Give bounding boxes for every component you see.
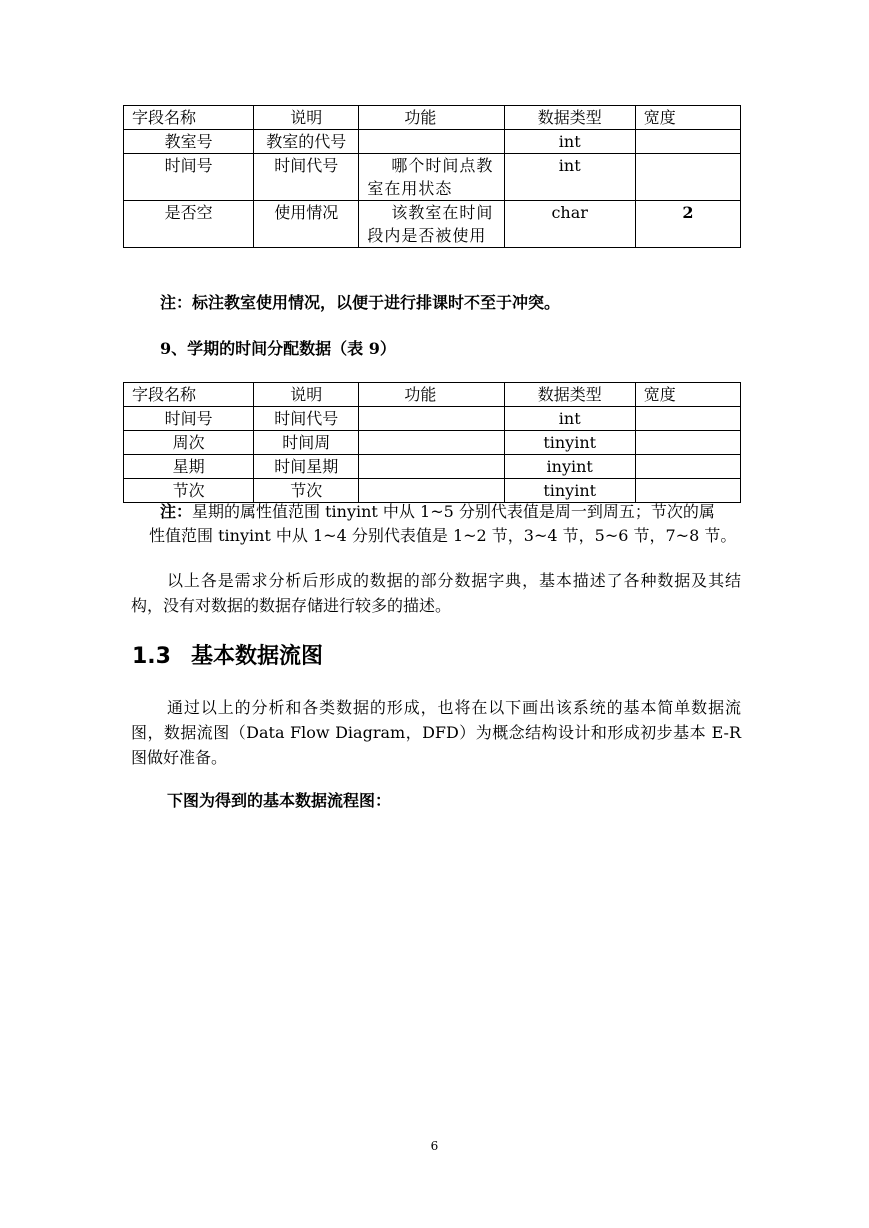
cell-description: 时间星期	[254, 455, 359, 479]
summary-paragraph: 以上各是需求分析后形成的数据的部分数据字典，基本描述了各种数据及其结构，没有对数据的数据存储进行较多的描述。	[131, 571, 741, 615]
table2-note-line1	[160, 499, 715, 524]
cell-width: 2	[635, 201, 740, 248]
header-description: 说明	[254, 106, 359, 130]
header-width: 宽度	[635, 383, 740, 407]
cell-field-name: 周次	[124, 431, 254, 455]
table1-note: 注：标注教室使用情况，以便于进行排课时不至于冲突。	[160, 293, 561, 312]
table-row	[124, 431, 741, 455]
header-field-name: 字段名称	[124, 106, 254, 130]
cell-data-type: int	[504, 407, 635, 431]
table-row	[124, 455, 741, 479]
cell-function: 哪个时间点教室在用状态	[359, 154, 504, 201]
table2-note-line2: 性值范围 tinyint 中从 1~4 分别代表值是 1~2 节，3~4 节，5~6 节，7~8 节。	[149, 526, 737, 545]
cell-function	[359, 455, 504, 479]
cell-description: 时间代号	[254, 407, 359, 431]
cell-field-name: 时间号	[124, 407, 254, 431]
header-data-type: 数据类型	[504, 383, 635, 407]
heading-title: 基本数据流图	[190, 644, 323, 669]
section-heading	[132, 642, 323, 672]
cell-field-name: 是否空	[124, 201, 254, 248]
cell-description: 使用情况	[254, 201, 359, 248]
cell-function: 该教室在时间段内是否被使用	[359, 201, 504, 248]
header-function: 功能	[359, 106, 504, 130]
cell-field-name: 星期	[124, 455, 254, 479]
cell-field-name: 教室号	[124, 130, 254, 154]
cell-field-name: 时间号	[124, 154, 254, 201]
cell-width	[635, 407, 740, 431]
table-row	[124, 130, 741, 154]
cell-width	[635, 431, 740, 455]
dfd-intro-paragraph: 通过以上的分析和各类数据的形成，也将在以下画出该系统的基本简单数据流图，数据流图（Data Flow Diagram，DFD）为概念结构设计和形成初步基本 E-R 图做好准备。	[131, 698, 741, 767]
cell-field-name: 节次	[124, 479, 254, 503]
cell-description: 节次	[254, 479, 359, 503]
cell-width	[635, 154, 740, 201]
note-text: 星期的属性值范围 tinyint 中从 1~5 分别代表值是周一到周五；节次的属	[192, 502, 715, 521]
table-row	[124, 154, 741, 201]
header-data-type: 数据类型	[504, 106, 635, 130]
data-dictionary-table-classroom	[123, 105, 741, 248]
figure-caption: 下图为得到的基本数据流程图：	[167, 791, 392, 810]
table-row	[124, 201, 741, 248]
cell-data-type: int	[504, 130, 635, 154]
cell-data-type: int	[504, 154, 635, 201]
data-dictionary-table-term-time	[123, 382, 741, 503]
cell-description: 时间代号	[254, 154, 359, 201]
cell-function	[359, 130, 504, 154]
header-field-name: 字段名称	[124, 383, 254, 407]
cell-width	[635, 455, 740, 479]
cell-data-type: tinyint	[504, 479, 635, 503]
section-title-table9: 9、学期的时间分配数据（表 9）	[160, 339, 396, 358]
table-header-row	[124, 106, 741, 130]
header-description: 说明	[254, 383, 359, 407]
cell-description: 时间周	[254, 431, 359, 455]
cell-data-type: char	[504, 201, 635, 248]
cell-function	[359, 431, 504, 455]
cell-data-type: tinyint	[504, 431, 635, 455]
cell-function	[359, 407, 504, 431]
cell-width	[635, 130, 740, 154]
cell-description: 教室的代号	[254, 130, 359, 154]
header-function: 功能	[359, 383, 504, 407]
note-label: 注：	[160, 502, 193, 521]
header-width: 宽度	[635, 106, 740, 130]
heading-number: 1.3	[132, 644, 171, 669]
page-number: 6	[430, 1139, 439, 1153]
table-row	[124, 407, 741, 431]
cell-data-type: inyint	[504, 455, 635, 479]
table-header-row	[124, 383, 741, 407]
